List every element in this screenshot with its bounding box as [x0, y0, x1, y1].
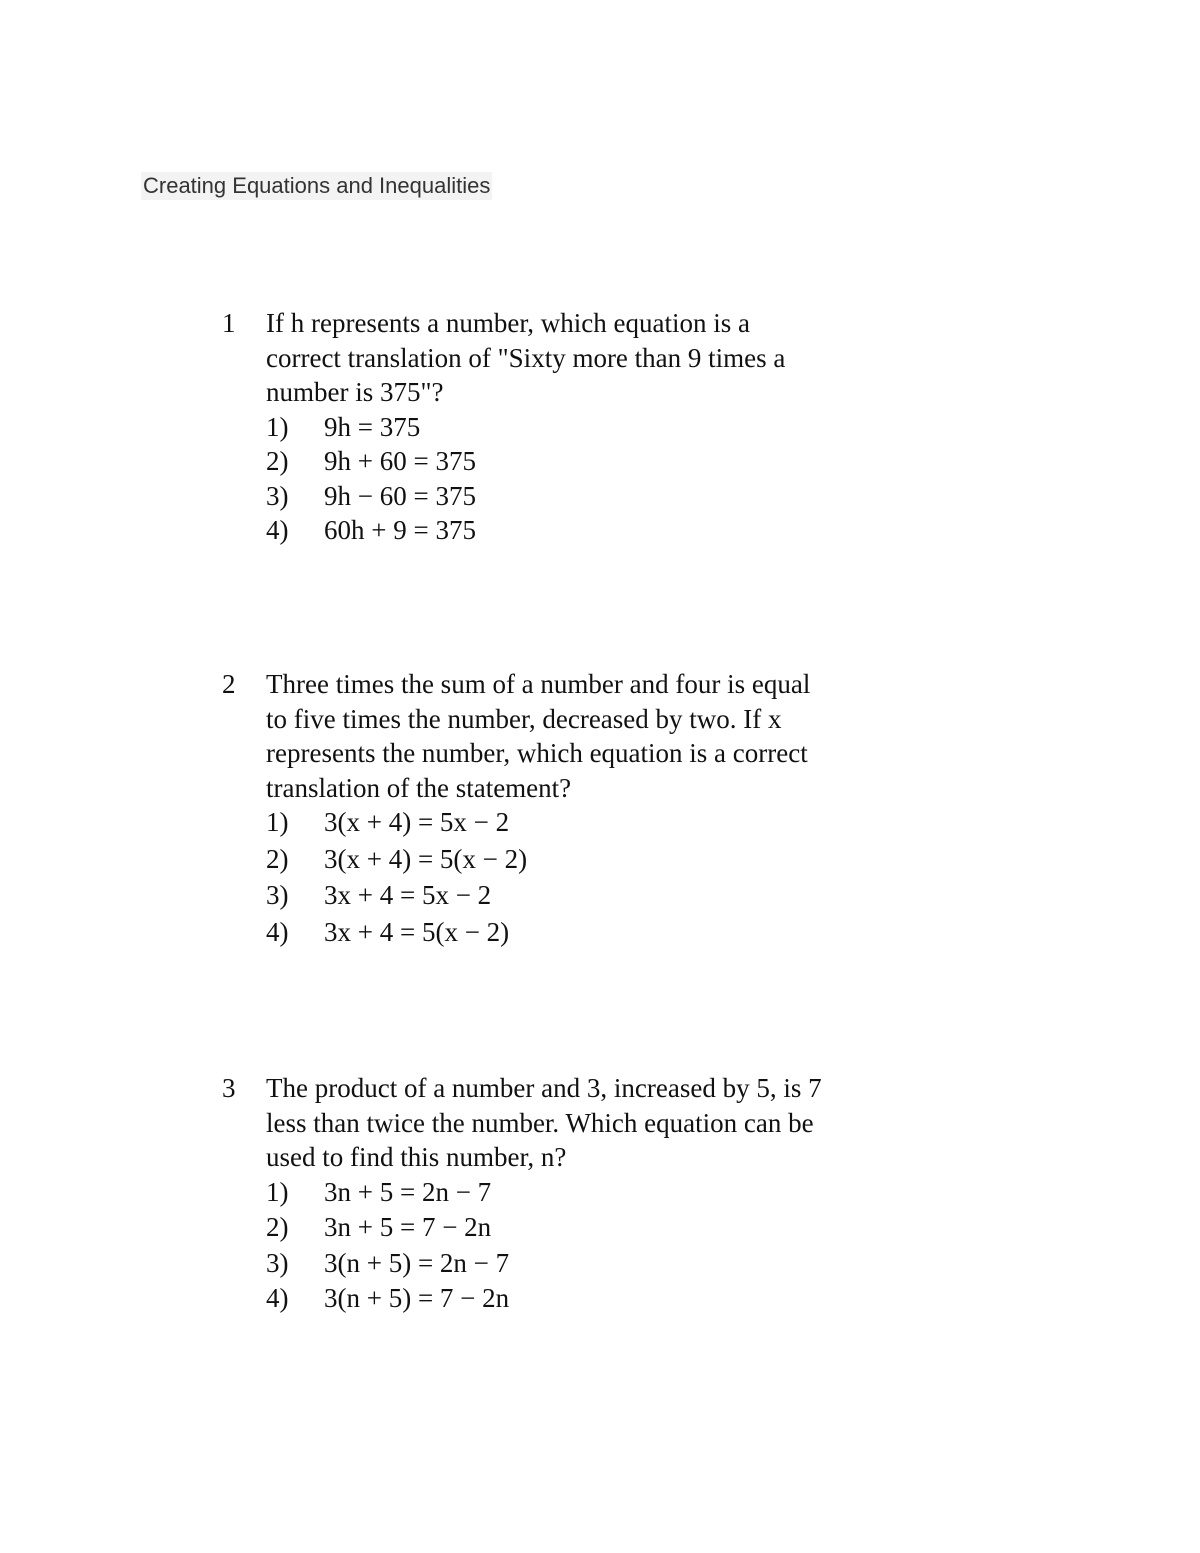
answer-choice[interactable]	[266, 915, 902, 952]
question-text	[266, 306, 902, 410]
question-text	[266, 1071, 902, 1175]
question-line: The product of a number and 3, increased by 5, is 7	[266, 1073, 822, 1103]
choice-label: 3)	[266, 1247, 289, 1278]
choice-label: 1)	[266, 807, 289, 837]
choice-label: 2)	[266, 843, 289, 874]
question-text	[266, 667, 902, 805]
choice-equation: 60h + 9 = 375	[324, 515, 476, 545]
answer-choices	[266, 805, 902, 951]
question-line: Three times the sum of a number and four is equal	[266, 669, 811, 699]
question-line: translation of the statement?	[266, 772, 572, 803]
choice-equation: 3x + 4 = 5x − 2	[324, 880, 492, 910]
answer-choice[interactable]	[266, 1175, 902, 1211]
answer-choice[interactable]	[266, 878, 902, 915]
answer-choice[interactable]	[266, 513, 902, 548]
question-line: to five times the number, decreased by two. If x	[266, 703, 782, 734]
choice-label: 2)	[266, 446, 289, 476]
page-title: Creating Equations and Inequalities	[143, 173, 491, 198]
answer-choice[interactable]	[266, 1210, 902, 1246]
choice-label: 4)	[266, 515, 289, 545]
choice-equation: 3n + 5 = 7 − 2n	[324, 1212, 492, 1242]
choice-label: 3)	[266, 880, 289, 910]
answer-choice[interactable]	[266, 410, 902, 445]
choice-equation: 3(n + 5) = 2n − 7	[324, 1247, 510, 1278]
choice-label: 3)	[266, 480, 289, 511]
question-line: correct translation of "Sixty more than 9 times a	[266, 342, 786, 373]
choice-label: 4)	[266, 916, 289, 947]
answer-choice[interactable]	[266, 842, 902, 879]
choice-equation: 3(x + 4) = 5(x − 2)	[324, 843, 528, 874]
choice-equation: 9h − 60 = 375	[324, 480, 476, 511]
answer-choice[interactable]	[266, 479, 902, 514]
question-line: represents the number, which equation is a correct	[266, 738, 808, 768]
question-1	[222, 306, 902, 548]
answer-choice[interactable]	[266, 444, 902, 479]
choice-equation: 3n + 5 = 2n − 7	[324, 1176, 492, 1207]
choice-label: 4)	[266, 1283, 289, 1313]
question-line: number is 375"?	[266, 377, 444, 407]
question-line: If h represents a number, which equation is a	[266, 308, 751, 338]
question-line: used to find this number, n?	[266, 1142, 567, 1172]
answer-choice[interactable]	[266, 1246, 902, 1282]
answer-choices	[266, 410, 902, 548]
choice-equation: 9h = 375	[324, 411, 421, 442]
question-2	[222, 667, 902, 951]
choice-label: 2)	[266, 1212, 289, 1242]
answer-choice[interactable]	[266, 805, 902, 842]
answer-choices	[266, 1175, 902, 1317]
question-line: less than twice the number. Which equation can be	[266, 1107, 814, 1138]
question-3	[222, 1071, 902, 1317]
choice-equation: 3x + 4 = 5(x − 2)	[324, 916, 510, 947]
choice-label: 1)	[266, 1176, 289, 1207]
choice-equation: 9h + 60 = 375	[324, 446, 476, 476]
answer-choice[interactable]	[266, 1281, 902, 1317]
question-number: 2	[222, 669, 236, 699]
choice-label: 1)	[266, 411, 289, 442]
question-number: 1	[222, 308, 236, 338]
question-number: 3	[222, 1073, 236, 1103]
choice-equation: 3(n + 5) = 7 − 2n	[324, 1283, 510, 1313]
choice-equation: 3(x + 4) = 5x − 2	[324, 807, 510, 837]
